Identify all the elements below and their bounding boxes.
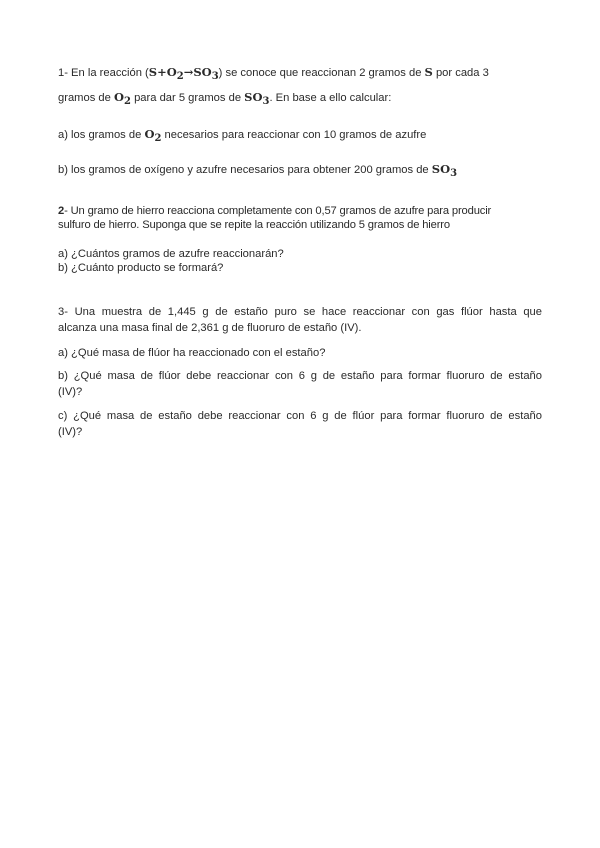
q3-item-a: a) ¿Qué masa de flúor ha reaccionado con el estaño? — [58, 347, 326, 359]
q1-item-b: b) los gramos de oxígeno y azufre necesarios para obtener 200 gramos de SO3 — [58, 162, 458, 179]
q3-item-c-line-1: c) ¿Qué masa de estaño debe reaccionar con 6 g de flúor para formar fluoruro de estaño — [58, 410, 542, 422]
q3-item-b-line-2: (IV)? — [58, 386, 83, 398]
q2-item-a: a) ¿Cuántos gramos de azufre reaccionarán? — [58, 248, 284, 260]
q1-line-1 — [58, 67, 542, 82]
q1-item-a: a) los gramos de O2 necesarios para reaccionar con 10 gramos de azufre — [58, 127, 427, 144]
q1-line-2: gramos de O2 para dar 5 gramos de SO3. En base a ello calcular: — [58, 90, 392, 107]
q2-line-1: 2- Un gramo de hierro reacciona completamente con 0,57 gramos de azufre para producir — [58, 205, 492, 217]
q3-line-2: alcanza una masa final de 2,361 g de fluoruro de estaño (IV). — [58, 322, 362, 334]
q3-item-b-line-1: b) ¿Qué masa de flúor debe reaccionar con 6 g de estaño para formar fluoruro de estaño — [58, 370, 542, 382]
q3-item-c-line-2: (IV)? — [58, 426, 83, 438]
q3-line-1: 3- Una muestra de 1,445 g de estaño puro se hace reaccionar con gas flúor hasta que — [58, 306, 542, 318]
q2-line-2: sulfuro de hierro. Suponga que se repite la reacción utilizando 5 gramos de hierro — [58, 219, 450, 231]
q2-item-b: b) ¿Cuánto producto se formará? — [58, 262, 224, 274]
q1-text-1: 1- En la reacción (S+O2→SO3) se conoce que reaccionan 2 gramos de S por cada 3 — [58, 65, 489, 82]
